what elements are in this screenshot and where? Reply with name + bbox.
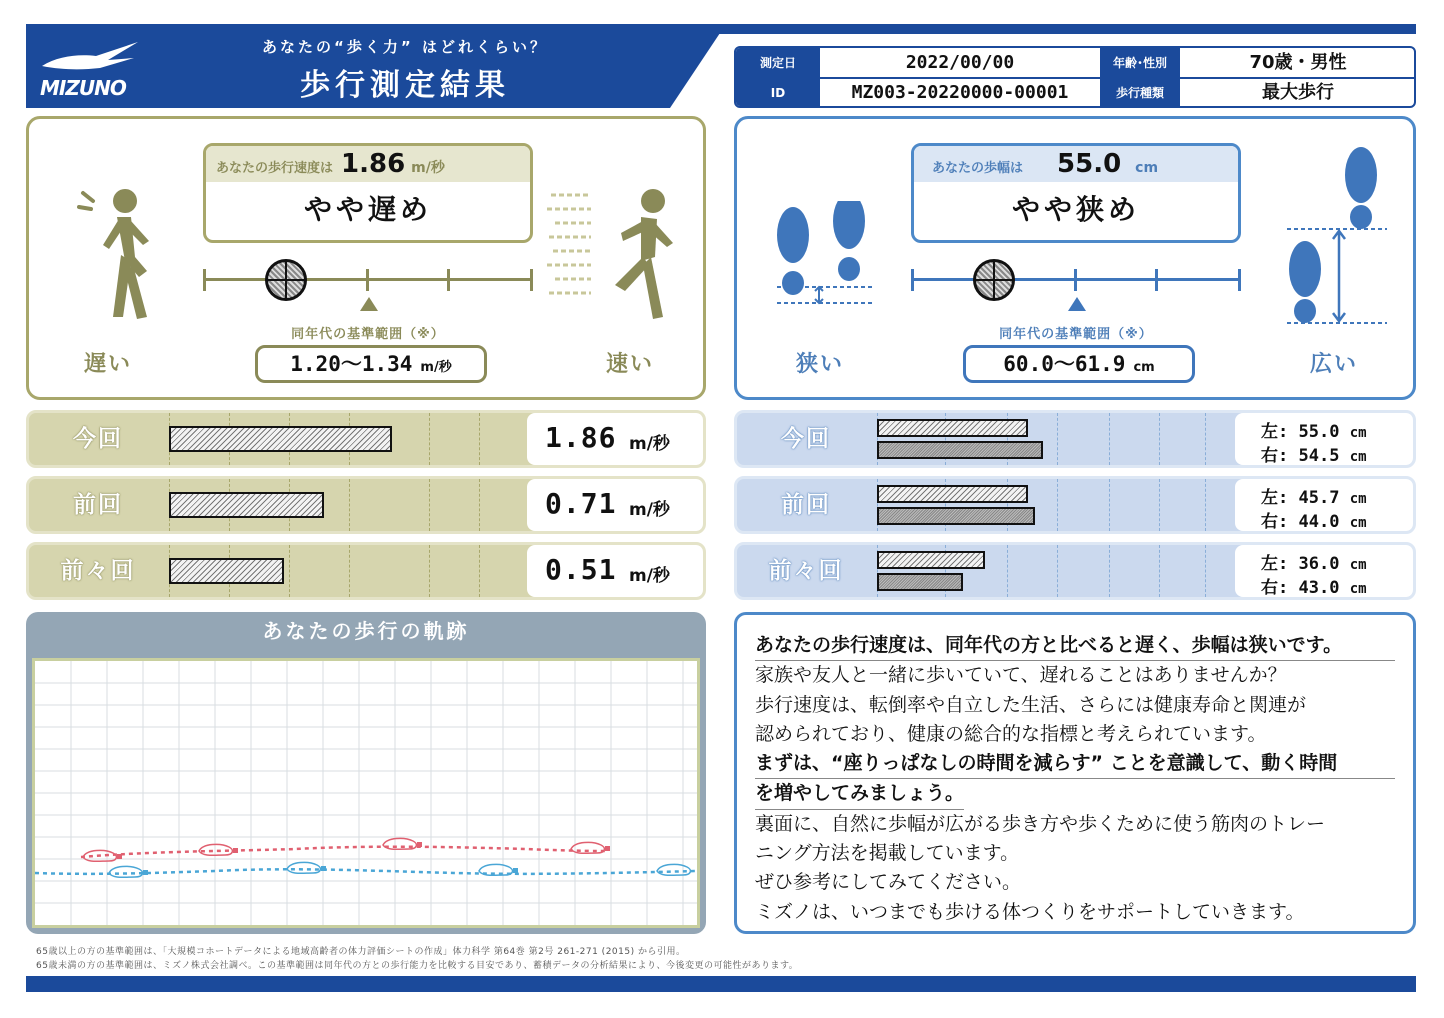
stride-right-value: 43.0 — [1298, 578, 1340, 598]
grid-line — [1109, 413, 1110, 465]
stride-unit: cm — [1349, 515, 1367, 531]
speed-history-value-box — [527, 413, 703, 465]
speed-unit: m/秒 — [411, 160, 445, 176]
age-sex-label: 年齢･性別 — [1100, 48, 1180, 78]
speed-marker — [265, 259, 307, 301]
speed-ref-unit: m/秒 — [420, 360, 452, 375]
stride-ref-unit: cm — [1133, 360, 1155, 375]
narrow-footprints-icon — [767, 201, 877, 311]
stride-history-row — [734, 542, 1416, 600]
trajectory-area — [32, 658, 700, 928]
advice-line: 家族や友人と一緒に歩いていて、遅れることはありませんか？ — [755, 664, 1287, 687]
narrow-label: 狭い — [795, 352, 844, 377]
grid-line — [1007, 545, 1008, 597]
left-label: 左: — [1261, 488, 1289, 508]
grid-line — [1159, 413, 1160, 465]
speed-ref-range: 1.20～1.34 — [290, 352, 413, 376]
speed-panel — [26, 116, 706, 400]
stride-ref-range: 60.0～61.9 — [1003, 352, 1126, 376]
grid-line — [1109, 545, 1110, 597]
trajectory-plot — [35, 661, 697, 925]
stride-scale-tick — [1074, 269, 1077, 291]
stride-ref-label: 同年代の基準範囲（※） — [999, 327, 1153, 342]
stride-scale-tick — [911, 269, 914, 291]
speed-history-unit: m/秒 — [629, 434, 670, 454]
advice-line: 認められており、健康の総合的な指標と考えられています。 — [755, 722, 1267, 745]
grid-line — [289, 545, 290, 597]
speed-history-value-box — [527, 545, 703, 597]
stride-history-value-box — [1235, 545, 1413, 597]
grid-line — [1205, 413, 1206, 465]
stride-unit: cm — [1349, 581, 1367, 597]
wide-footprints-icon — [1283, 147, 1393, 327]
speed-history-unit: m/秒 — [629, 500, 670, 520]
advice-line: 裏面に、自然に歩幅が広がる歩き方や歩くために使う筋肉のトレー — [755, 812, 1326, 835]
slow-walker-icon — [73, 185, 163, 325]
age-sex-value: 70歳・男性 — [1249, 52, 1347, 73]
speed-scale-tick — [530, 269, 533, 291]
stride-scale-tick — [1155, 269, 1158, 291]
stride-unit: cm — [1349, 425, 1367, 441]
advice-panel — [734, 612, 1416, 934]
stride-panel — [734, 116, 1416, 400]
speed-scale-tick — [366, 269, 369, 291]
speed-history-bar — [169, 558, 284, 584]
mizuno-logo — [38, 36, 148, 98]
speed-verdict: やや遅め — [303, 193, 432, 226]
grid-line — [1057, 413, 1058, 465]
speed-scale-tick — [447, 269, 450, 291]
advice-line: 歩行速度は、転倒率や自立した生活、さらには健康寿命と関連が — [755, 693, 1307, 716]
grid-line — [429, 545, 430, 597]
stride-history-label: 前々回 — [768, 558, 844, 584]
stride-result-head — [914, 146, 1238, 182]
speed-history-value: 1.86 — [545, 421, 617, 454]
grid-line — [479, 479, 480, 531]
grid-line — [349, 545, 350, 597]
stride-history-value-box — [1235, 413, 1413, 465]
advice-line: を増やしてみましょう。 — [755, 779, 964, 809]
right-foot-path — [35, 869, 697, 874]
walk-type-value: 最大歩行 — [1262, 82, 1334, 103]
stride-prefix: あなたの歩幅は — [932, 161, 1024, 176]
stride-right-bar — [877, 441, 1043, 459]
grid-line — [1159, 479, 1160, 531]
right-label: 右: — [1261, 446, 1289, 466]
stride-marker — [973, 259, 1015, 301]
stride-result-box — [911, 143, 1241, 243]
date-value: 2022/00/00 — [905, 52, 1015, 73]
page-title: 歩行測定結果 — [300, 68, 510, 103]
grid-line — [479, 413, 480, 465]
left-label: 左: — [1261, 422, 1289, 442]
stride-left-bar — [877, 485, 1028, 503]
stride-unit: cm — [1349, 557, 1367, 573]
stride-history-row — [734, 410, 1416, 468]
stride-ref-box — [963, 345, 1195, 383]
speed-scale-tick — [203, 269, 206, 291]
right-label: 右: — [1261, 512, 1289, 532]
stride-unit: cm — [1135, 160, 1159, 176]
advice-line: あなたの歩行速度は、同年代の方と比べると遅く、歩幅は狭いです。 — [755, 631, 1395, 661]
stride-left-value: 36.0 — [1298, 554, 1340, 574]
stride-value: 55.0 — [1057, 149, 1122, 179]
id-label: ID — [736, 78, 820, 108]
fast-runner-icon — [545, 185, 685, 325]
speed-history-value: 0.51 — [545, 553, 617, 586]
stride-left-value: 55.0 — [1298, 422, 1340, 442]
footer-bar — [26, 976, 1416, 992]
trajectory-title: あなたの歩行の軌跡 — [262, 619, 470, 643]
speed-result-head — [206, 146, 530, 182]
stride-history-label: 今回 — [781, 426, 831, 452]
left-label: 左: — [1261, 554, 1289, 574]
speed-ref-triangle — [360, 297, 378, 311]
stride-left-bar — [877, 419, 1028, 437]
right-label: 右: — [1261, 578, 1289, 598]
speed-history-row — [26, 410, 706, 468]
date-label: 測定日 — [736, 48, 820, 78]
stride-right-bar — [877, 573, 963, 591]
info-divider — [736, 77, 1414, 79]
stride-ref-triangle — [1068, 297, 1086, 311]
grid-line — [479, 545, 480, 597]
stride-unit: cm — [1349, 491, 1367, 507]
footnote: 65歳以上の方の基準範囲は、「大規模コホートデータによる地域高齢者の体力評価シートの作成」体力科学 第64巻 第2号 261-271 (2015) から引用。 — [36, 947, 686, 957]
speed-value: 1.86 — [341, 149, 406, 179]
left-foot-path — [81, 847, 607, 857]
grid-line — [1057, 479, 1058, 531]
stride-right-bar — [877, 507, 1035, 525]
speed-history-label: 今回 — [73, 426, 123, 452]
grid-line — [429, 479, 430, 531]
speed-ref-label: 同年代の基準範囲（※） — [291, 327, 445, 342]
advice-line: ミズノは、いつまでも歩ける体つくりをサポートしていきます。 — [755, 900, 1305, 923]
info-table — [734, 46, 1416, 108]
speed-ref-box — [255, 345, 487, 383]
slow-label: 遅い — [83, 352, 132, 377]
speed-history-bar — [169, 492, 324, 518]
walk-type-label: 歩行種類 — [1100, 78, 1180, 108]
grid-line — [1205, 545, 1206, 597]
footnote: 65歳未満の方の基準範囲は、ミズノ株式会社調べ。この基準範囲は同年代の方との歩行能力を比較する目安であり、蓄積データの分析結果により、今後変更の可能性があります。 — [36, 961, 799, 971]
advice-line: ぜひ参考にしてみてください。 — [755, 871, 1022, 894]
stride-history-row — [734, 476, 1416, 534]
speed-history-unit: m/秒 — [629, 566, 670, 586]
speed-history-value: 0.71 — [545, 487, 617, 520]
left-footprints — [83, 838, 604, 861]
speed-history-row — [26, 476, 706, 534]
stride-history-label: 前回 — [781, 492, 831, 518]
speed-scale — [203, 269, 533, 291]
grid-line — [429, 413, 430, 465]
grid-line — [1109, 479, 1110, 531]
stride-left-bar — [877, 551, 985, 569]
header-subtitle: あなたの“歩く力” はどれくらい？ — [262, 38, 548, 56]
speed-history-label: 前回 — [73, 492, 123, 518]
speed-history-row — [26, 542, 706, 600]
right-footprints — [109, 862, 690, 877]
speed-result-box — [203, 143, 533, 243]
grid-line — [1057, 545, 1058, 597]
runbird-icon — [38, 36, 148, 78]
stride-scale-tick — [1238, 269, 1241, 291]
wide-label: 広い — [1309, 352, 1358, 377]
logo-text: MIZUNO — [40, 76, 126, 100]
grid-line — [1159, 545, 1160, 597]
grid-line — [1205, 479, 1206, 531]
trajectory-panel — [26, 612, 706, 934]
advice-line: ニング方法を掲載しています。 — [755, 842, 1020, 865]
speed-history-bar — [169, 426, 392, 452]
stride-history-value-box — [1235, 479, 1413, 531]
stride-right-value: 44.0 — [1298, 512, 1340, 532]
fast-label: 速い — [605, 352, 654, 377]
speed-prefix: あなたの歩行速度は — [216, 161, 334, 176]
stride-left-value: 45.7 — [1298, 488, 1340, 508]
id-value: MZ003-20220000-00001 — [851, 82, 1069, 103]
stride-right-value: 54.5 — [1298, 446, 1340, 466]
speed-history-label: 前々回 — [60, 558, 136, 584]
stride-verdict: やや狭め — [1011, 193, 1140, 226]
grid-line — [349, 479, 350, 531]
speed-history-value-box — [527, 479, 703, 531]
advice-line: まずは、“座りっぱなしの時間を減らす” ことを意識して、動く時間 — [755, 749, 1395, 779]
stride-scale — [911, 269, 1241, 291]
stride-unit: cm — [1349, 449, 1367, 465]
